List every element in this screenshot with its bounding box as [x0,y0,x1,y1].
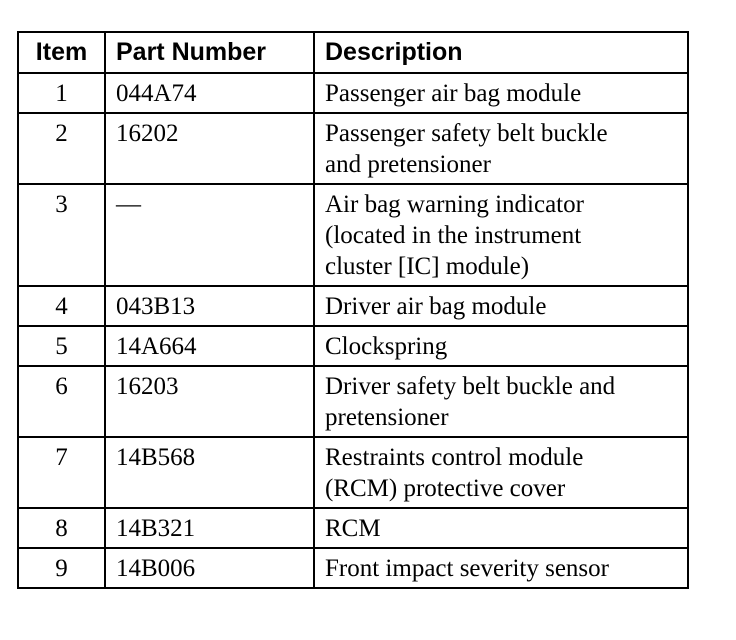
description-line: (RCM) protective cover [325,475,566,502]
part-number-cell: 14B321 [105,508,314,548]
description-cell [314,184,688,286]
table-row [18,437,688,508]
part-number-cell: 043B13 [105,286,314,326]
item-cell: 4 [18,286,105,326]
description-line: pretensioner [325,404,449,431]
description-line: cluster [IC] module) [325,253,530,280]
table-row [18,326,688,366]
description-line: Restraints control module [325,444,584,471]
description-line: (located in the instrument [325,222,582,249]
header-description: Description [314,32,688,73]
item-cell: 6 [18,366,105,437]
part-number-cell: 16202 [105,113,314,184]
description-cell [314,73,688,113]
part-number-cell: 14B568 [105,437,314,508]
table-row [18,73,688,113]
description-cell [314,113,688,184]
description-line: RCM [325,515,381,542]
item-cell: 7 [18,437,105,508]
description-line: Air bag warning indicator [325,191,584,218]
description-line: Front impact severity sensor [325,555,609,582]
item-cell: 5 [18,326,105,366]
part-number-cell: 044A74 [105,73,314,113]
description-cell [314,437,688,508]
item-cell: 2 [18,113,105,184]
table-body [18,73,688,588]
item-cell: 9 [18,548,105,588]
description-cell [314,326,688,366]
part-number-cell: — [105,184,314,286]
description-line: Driver safety belt buckle and [325,373,616,400]
description-line: Passenger safety belt buckle [325,120,608,147]
description-line: Clockspring [325,333,448,360]
description-cell [314,508,688,548]
description-line: Passenger air bag module [325,80,582,107]
table-row [18,113,688,184]
description-line: Driver air bag module [325,293,547,320]
part-number-cell: 14A664 [105,326,314,366]
part-number-cell: 16203 [105,366,314,437]
item-cell: 3 [18,184,105,286]
item-cell: 8 [18,508,105,548]
table-row [18,548,688,588]
header-item: Item [18,32,105,73]
parts-table [17,31,689,589]
description-line: and pretensioner [325,151,491,178]
table-row [18,286,688,326]
description-cell [314,366,688,437]
header-row [18,32,688,73]
table-row [18,184,688,286]
description-cell [314,548,688,588]
table-row [18,366,688,437]
header-part-number: Part Number [105,32,314,73]
description-cell [314,286,688,326]
item-cell: 1 [18,73,105,113]
table-row [18,508,688,548]
part-number-cell: 14B006 [105,548,314,588]
